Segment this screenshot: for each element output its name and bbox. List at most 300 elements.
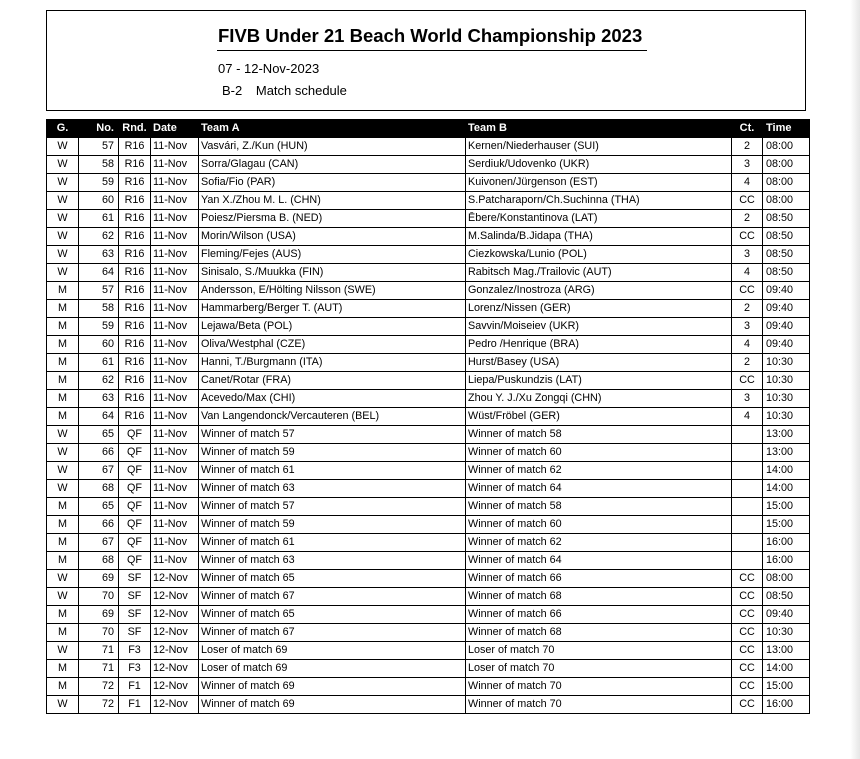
cell-gender: M: [47, 552, 79, 570]
cell-date: 11-Nov: [151, 156, 199, 174]
cell-date: 12-Nov: [151, 696, 199, 714]
cell-time: 13:00: [763, 444, 810, 462]
cell-gender: M: [47, 606, 79, 624]
cell-match-number: 62: [79, 228, 119, 246]
table-row: [47, 336, 810, 354]
cell-match-number: 71: [79, 660, 119, 678]
cell-round: QF: [119, 534, 151, 552]
cell-team-a: Poiesz/Piersma B. (NED): [199, 210, 466, 228]
document-title: FIVB Under 21 Beach World Championship 2023: [218, 25, 643, 46]
cell-match-number: 59: [79, 318, 119, 336]
cell-round: R16: [119, 282, 151, 300]
cell-team-a: Hammarberg/Berger T. (AUT): [199, 300, 466, 318]
cell-date: 11-Nov: [151, 318, 199, 336]
cell-round: R16: [119, 318, 151, 336]
cell-time: 10:30: [763, 372, 810, 390]
title-underline: [217, 50, 647, 51]
cell-team-b: Kernen/Niederhauser (SUI): [466, 138, 732, 156]
cell-team-b: Wüst/Fröbel (GER): [466, 408, 732, 426]
cell-round: R16: [119, 264, 151, 282]
cell-match-number: 70: [79, 624, 119, 642]
cell-match-number: 66: [79, 444, 119, 462]
cell-time: 13:00: [763, 642, 810, 660]
cell-round: QF: [119, 462, 151, 480]
cell-team-b: Loser of match 70: [466, 660, 732, 678]
cell-time: 08:50: [763, 264, 810, 282]
table-row: [47, 606, 810, 624]
cell-gender: W: [47, 444, 79, 462]
table-row: [47, 228, 810, 246]
cell-round: R16: [119, 300, 151, 318]
cell-court: 2: [732, 138, 763, 156]
cell-gender: W: [47, 228, 79, 246]
cell-date: 11-Nov: [151, 426, 199, 444]
cell-time: 15:00: [763, 516, 810, 534]
cell-team-a: Winner of match 65: [199, 570, 466, 588]
cell-team-b: Winner of match 66: [466, 606, 732, 624]
table-row: [47, 210, 810, 228]
cell-court: 3: [732, 246, 763, 264]
cell-court: 3: [732, 318, 763, 336]
cell-date: 11-Nov: [151, 462, 199, 480]
cell-team-b: Winner of match 70: [466, 696, 732, 714]
cell-time: 09:40: [763, 606, 810, 624]
cell-team-b: Winner of match 66: [466, 570, 732, 588]
cell-time: 08:50: [763, 228, 810, 246]
cell-team-a: Hanni, T./Burgmann (ITA): [199, 354, 466, 372]
cell-match-number: 66: [79, 516, 119, 534]
cell-round: R16: [119, 156, 151, 174]
cell-team-a: Winner of match 67: [199, 624, 466, 642]
cell-date: 12-Nov: [151, 624, 199, 642]
cell-match-number: 64: [79, 408, 119, 426]
cell-gender: W: [47, 570, 79, 588]
cell-gender: M: [47, 408, 79, 426]
match-schedule-table: [46, 119, 810, 714]
cell-match-number: 63: [79, 390, 119, 408]
cell-gender: M: [47, 624, 79, 642]
cell-court: CC: [732, 228, 763, 246]
cell-date: 11-Nov: [151, 264, 199, 282]
cell-date: 11-Nov: [151, 498, 199, 516]
table-row: [47, 390, 810, 408]
cell-date: 11-Nov: [151, 174, 199, 192]
cell-team-b: Savvin/Moiseiev (UKR): [466, 318, 732, 336]
table-row: [47, 246, 810, 264]
cell-match-number: 63: [79, 246, 119, 264]
cell-round: QF: [119, 498, 151, 516]
cell-round: R16: [119, 138, 151, 156]
cell-date: 11-Nov: [151, 516, 199, 534]
cell-team-a: Loser of match 69: [199, 660, 466, 678]
cell-team-a: Loser of match 69: [199, 642, 466, 660]
cell-gender: M: [47, 318, 79, 336]
cell-gender: W: [47, 264, 79, 282]
cell-team-b: Pedro /Henrique (BRA): [466, 336, 732, 354]
cell-court: [732, 462, 763, 480]
column-header-time: Time: [763, 120, 810, 138]
cell-date: 12-Nov: [151, 606, 199, 624]
table-row: [47, 192, 810, 210]
cell-round: SF: [119, 606, 151, 624]
cell-time: 08:00: [763, 570, 810, 588]
cell-court: 4: [732, 408, 763, 426]
cell-team-a: Winner of match 59: [199, 444, 466, 462]
cell-match-number: 67: [79, 534, 119, 552]
cell-round: R16: [119, 390, 151, 408]
table-row: [47, 444, 810, 462]
cell-time: 08:00: [763, 138, 810, 156]
table-row: [47, 462, 810, 480]
cell-team-b: Winner of match 68: [466, 624, 732, 642]
cell-team-b: Hurst/Basey (USA): [466, 354, 732, 372]
cell-court: 2: [732, 210, 763, 228]
cell-court: CC: [732, 192, 763, 210]
column-header-court: Ct.: [732, 120, 763, 138]
cell-match-number: 60: [79, 336, 119, 354]
cell-match-number: 71: [79, 642, 119, 660]
cell-match-number: 58: [79, 300, 119, 318]
cell-time: 08:00: [763, 192, 810, 210]
table-row: [47, 174, 810, 192]
cell-gender: M: [47, 336, 79, 354]
cell-team-b: Rabitsch Mag./Trailovic (AUT): [466, 264, 732, 282]
cell-match-number: 69: [79, 606, 119, 624]
cell-team-a: Fleming/Fejes (AUS): [199, 246, 466, 264]
cell-time: 14:00: [763, 462, 810, 480]
cell-court: CC: [732, 678, 763, 696]
cell-team-a: Oliva/Westphal (CZE): [199, 336, 466, 354]
cell-gender: W: [47, 246, 79, 264]
cell-team-b: Serdiuk/Udovenko (UKR): [466, 156, 732, 174]
cell-gender: M: [47, 678, 79, 696]
cell-team-b: Winner of match 58: [466, 498, 732, 516]
cell-team-a: Winner of match 63: [199, 552, 466, 570]
cell-time: 15:00: [763, 498, 810, 516]
table-row: [47, 498, 810, 516]
table-row: [47, 516, 810, 534]
cell-team-b: M.Salinda/B.Jidapa (THA): [466, 228, 732, 246]
cell-match-number: 57: [79, 138, 119, 156]
cell-date: 12-Nov: [151, 570, 199, 588]
cell-court: [732, 480, 763, 498]
cell-round: F3: [119, 642, 151, 660]
document-subtitle: [222, 83, 347, 98]
cell-team-b: Winner of match 60: [466, 444, 732, 462]
cell-gender: W: [47, 210, 79, 228]
cell-time: 16:00: [763, 552, 810, 570]
cell-date: 11-Nov: [151, 138, 199, 156]
cell-team-b: Winner of match 60: [466, 516, 732, 534]
table-header-row: [47, 120, 810, 138]
cell-team-a: Winner of match 59: [199, 516, 466, 534]
cell-court: CC: [732, 606, 763, 624]
cell-match-number: 68: [79, 552, 119, 570]
cell-court: [732, 516, 763, 534]
cell-match-number: 70: [79, 588, 119, 606]
table-row: [47, 570, 810, 588]
cell-time: 09:40: [763, 300, 810, 318]
cell-match-number: 57: [79, 282, 119, 300]
cell-team-a: Winner of match 61: [199, 534, 466, 552]
cell-time: 14:00: [763, 660, 810, 678]
cell-time: 09:40: [763, 336, 810, 354]
cell-date: 11-Nov: [151, 210, 199, 228]
cell-round: SF: [119, 570, 151, 588]
cell-date: 12-Nov: [151, 660, 199, 678]
cell-team-a: Winner of match 65: [199, 606, 466, 624]
document-name: Match schedule: [255, 83, 347, 98]
cell-gender: W: [47, 192, 79, 210]
table-row: [47, 408, 810, 426]
cell-court: [732, 498, 763, 516]
cell-date: 11-Nov: [151, 354, 199, 372]
table-row: [47, 372, 810, 390]
cell-date: 11-Nov: [151, 192, 199, 210]
cell-court: CC: [732, 570, 763, 588]
cell-round: R16: [119, 210, 151, 228]
cell-court: [732, 534, 763, 552]
cell-time: 08:50: [763, 246, 810, 264]
cell-team-a: Sinisalo, S./Muukka (FIN): [199, 264, 466, 282]
cell-match-number: 72: [79, 678, 119, 696]
cell-time: 10:30: [763, 624, 810, 642]
cell-team-a: Winner of match 61: [199, 462, 466, 480]
cell-date: 12-Nov: [151, 678, 199, 696]
table-row: [47, 156, 810, 174]
cell-team-b: Winner of match 64: [466, 480, 732, 498]
cell-gender: M: [47, 660, 79, 678]
cell-round: F1: [119, 696, 151, 714]
cell-gender: W: [47, 696, 79, 714]
cell-team-b: S.Patcharaporn/Ch.Suchinna (THA): [466, 192, 732, 210]
cell-gender: M: [47, 498, 79, 516]
table-row: [47, 552, 810, 570]
cell-gender: M: [47, 534, 79, 552]
cell-team-b: Lorenz/Nissen (GER): [466, 300, 732, 318]
cell-court: 4: [732, 336, 763, 354]
cell-court: CC: [732, 624, 763, 642]
cell-round: R16: [119, 354, 151, 372]
cell-date: 11-Nov: [151, 228, 199, 246]
table-row: [47, 660, 810, 678]
cell-team-b: Winner of match 70: [466, 678, 732, 696]
table-row: [47, 642, 810, 660]
cell-match-number: 65: [79, 426, 119, 444]
cell-team-b: Winner of match 64: [466, 552, 732, 570]
table-row: [47, 282, 810, 300]
cell-court: 2: [732, 354, 763, 372]
table-row: [47, 354, 810, 372]
cell-team-b: Winner of match 62: [466, 462, 732, 480]
cell-date: 11-Nov: [151, 480, 199, 498]
table-row: [47, 264, 810, 282]
cell-court: CC: [732, 588, 763, 606]
cell-time: 08:50: [763, 588, 810, 606]
cell-time: 15:00: [763, 678, 810, 696]
cell-team-a: Winner of match 67: [199, 588, 466, 606]
cell-team-b: Ciezkowska/Lunio (POL): [466, 246, 732, 264]
cell-date: 11-Nov: [151, 444, 199, 462]
cell-match-number: 61: [79, 210, 119, 228]
cell-round: QF: [119, 426, 151, 444]
cell-team-b: Ēbere/Konstantinova (LAT): [466, 210, 732, 228]
cell-time: 16:00: [763, 534, 810, 552]
cell-round: R16: [119, 246, 151, 264]
cell-court: [732, 552, 763, 570]
cell-round: R16: [119, 228, 151, 246]
cell-time: 10:30: [763, 390, 810, 408]
cell-date: 11-Nov: [151, 408, 199, 426]
cell-time: 08:00: [763, 156, 810, 174]
table-row: [47, 624, 810, 642]
cell-gender: M: [47, 372, 79, 390]
cell-round: R16: [119, 372, 151, 390]
cell-court: CC: [732, 642, 763, 660]
cell-time: 10:30: [763, 354, 810, 372]
cell-round: F3: [119, 660, 151, 678]
cell-gender: W: [47, 174, 79, 192]
page-edge-shadow: [850, 0, 860, 759]
table-row: [47, 318, 810, 336]
cell-team-a: Lejawa/Beta (POL): [199, 318, 466, 336]
cell-team-a: Canet/Rotar (FRA): [199, 372, 466, 390]
cell-gender: M: [47, 282, 79, 300]
column-header-date: Date: [151, 120, 199, 138]
cell-gender: M: [47, 354, 79, 372]
cell-team-a: Morin/Wilson (USA): [199, 228, 466, 246]
cell-court: CC: [732, 282, 763, 300]
table-row: [47, 138, 810, 156]
cell-match-number: 62: [79, 372, 119, 390]
cell-team-a: Winner of match 69: [199, 696, 466, 714]
cell-court: CC: [732, 372, 763, 390]
cell-date: 11-Nov: [151, 336, 199, 354]
cell-gender: W: [47, 642, 79, 660]
cell-round: R16: [119, 336, 151, 354]
document-code: B-2: [222, 83, 243, 98]
cell-date: 11-Nov: [151, 282, 199, 300]
cell-court: 4: [732, 264, 763, 282]
table-row: [47, 588, 810, 606]
cell-team-a: Yan X./Zhou M. L. (CHN): [199, 192, 466, 210]
cell-team-a: Winner of match 69: [199, 678, 466, 696]
table-body: [47, 138, 810, 714]
cell-team-b: Winner of match 68: [466, 588, 732, 606]
column-header-number: No.: [79, 120, 119, 138]
cell-court: [732, 426, 763, 444]
cell-match-number: 58: [79, 156, 119, 174]
cell-gender: W: [47, 156, 79, 174]
cell-date: 12-Nov: [151, 588, 199, 606]
cell-gender: W: [47, 462, 79, 480]
column-header-team-a: Team A: [199, 120, 466, 138]
event-dates: 07 - 12-Nov-2023: [218, 61, 320, 76]
cell-date: 11-Nov: [151, 246, 199, 264]
cell-team-a: Sofia/Fio (PAR): [199, 174, 466, 192]
cell-match-number: 68: [79, 480, 119, 498]
cell-match-number: 72: [79, 696, 119, 714]
cell-match-number: 67: [79, 462, 119, 480]
cell-round: R16: [119, 192, 151, 210]
cell-court: 2: [732, 300, 763, 318]
cell-court: 3: [732, 156, 763, 174]
cell-team-a: Winner of match 57: [199, 498, 466, 516]
cell-gender: M: [47, 300, 79, 318]
cell-gender: W: [47, 588, 79, 606]
cell-round: SF: [119, 624, 151, 642]
table-row: [47, 426, 810, 444]
cell-team-b: Loser of match 70: [466, 642, 732, 660]
cell-court: CC: [732, 696, 763, 714]
table-row: [47, 534, 810, 552]
cell-time: 08:00: [763, 174, 810, 192]
cell-date: 11-Nov: [151, 390, 199, 408]
cell-court: 3: [732, 390, 763, 408]
cell-round: QF: [119, 444, 151, 462]
cell-round: F1: [119, 678, 151, 696]
cell-round: QF: [119, 480, 151, 498]
cell-date: 11-Nov: [151, 552, 199, 570]
cell-team-b: Winner of match 62: [466, 534, 732, 552]
cell-team-b: Winner of match 58: [466, 426, 732, 444]
column-header-round: Rnd.: [119, 120, 151, 138]
cell-time: 09:40: [763, 318, 810, 336]
cell-team-b: Zhou Y. J./Xu Zongqi (CHN): [466, 390, 732, 408]
cell-team-a: Acevedo/Max (CHI): [199, 390, 466, 408]
column-header-group: G.: [47, 120, 79, 138]
cell-match-number: 59: [79, 174, 119, 192]
header-box: [46, 10, 806, 111]
cell-team-b: Gonzalez/Inostroza (ARG): [466, 282, 732, 300]
cell-court: 4: [732, 174, 763, 192]
cell-match-number: 60: [79, 192, 119, 210]
cell-round: R16: [119, 174, 151, 192]
table-row: [47, 678, 810, 696]
cell-gender: M: [47, 516, 79, 534]
cell-time: 13:00: [763, 426, 810, 444]
cell-team-a: Winner of match 63: [199, 480, 466, 498]
cell-date: 11-Nov: [151, 372, 199, 390]
cell-court: [732, 444, 763, 462]
cell-round: QF: [119, 552, 151, 570]
cell-time: 10:30: [763, 408, 810, 426]
cell-gender: W: [47, 138, 79, 156]
cell-time: 08:50: [763, 210, 810, 228]
cell-time: 09:40: [763, 282, 810, 300]
cell-date: 11-Nov: [151, 534, 199, 552]
cell-round: SF: [119, 588, 151, 606]
cell-team-b: Kuivonen/Jürgenson (EST): [466, 174, 732, 192]
cell-team-a: Van Langendonck/Vercauteren (BEL): [199, 408, 466, 426]
cell-date: 11-Nov: [151, 300, 199, 318]
cell-gender: M: [47, 390, 79, 408]
cell-team-b: Liepa/Puskundzis (LAT): [466, 372, 732, 390]
cell-date: 12-Nov: [151, 642, 199, 660]
cell-match-number: 65: [79, 498, 119, 516]
column-header-team-b: Team B: [466, 120, 732, 138]
table-row: [47, 480, 810, 498]
cell-time: 16:00: [763, 696, 810, 714]
cell-team-a: Vasvári, Z./Kun (HUN): [199, 138, 466, 156]
cell-round: R16: [119, 408, 151, 426]
cell-time: 14:00: [763, 480, 810, 498]
cell-team-a: Sorra/Glagau (CAN): [199, 156, 466, 174]
table-row: [47, 300, 810, 318]
cell-team-a: Andersson, E/Hölting Nilsson (SWE): [199, 282, 466, 300]
cell-team-a: Winner of match 57: [199, 426, 466, 444]
cell-round: QF: [119, 516, 151, 534]
